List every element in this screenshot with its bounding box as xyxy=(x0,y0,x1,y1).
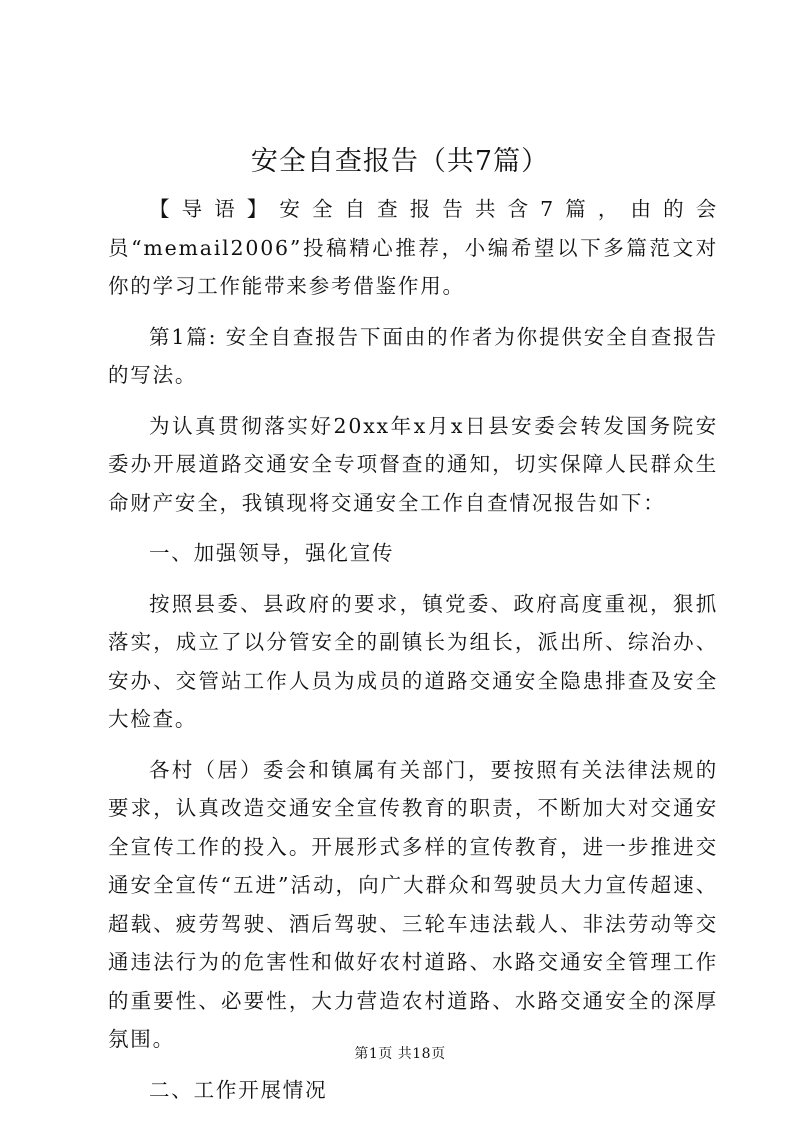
paragraph-purpose: 为认真贯彻落实好20xx年x月x日县安委会转发国务院安委办开展道路交通安全专项督查的通知，切实保障人民群众生命财产安全，我镇现将交通安全工作自查情况报告如下： xyxy=(108,413,718,515)
document-body xyxy=(108,190,718,1121)
section-heading-2: 二、工作开展情况 xyxy=(149,1077,328,1102)
paragraph-part-1: 第1篇: 安全自查报告下面由的作者为你提供安全自查报告的写法。 xyxy=(108,324,718,387)
page-footer: 第1页 共18页 xyxy=(354,1046,446,1062)
section-heading-1: 一、加强领导，强化宣传 xyxy=(149,541,395,565)
paragraph-leadership: 按照县委、县政府的要求，镇党委、政府高度重视，狠抓落实，成立了以分管安全的副镇长为组长，派出所、综治办、安办、交管站工作人员为成员的道路交通安全隐患排查及安全大检查。 xyxy=(108,591,718,731)
paragraph-publicity: 各村（居）委会和镇属有关部门，要按照有关法律法规的要求，认真改造交通安全宣传教育的职责，不断加大对交通安全宣传工作的投入。开展形式多样的宣传教育，进一步推进交通安全宣传“五进”活动，向广大群众和驾驶员大力宣传超速、超载、疲劳驾驶、酒后驾驶、三轮车违法载人、非法劳动等交通违法行为的危害性和做好农村道路、水路交通安全管理工作的重要性、必要性，大力营造农村道路、水路交通安全的深厚氛围。 xyxy=(108,757,718,1051)
document-title: 安全自查报告（共7篇） xyxy=(250,146,550,177)
paragraph-intro: 【导语】安全自查报告共含7篇，由的会员“memail2006”投稿精心推荐，小编希望以下多篇范文对你的学习工作能带来参考借鉴作用。 xyxy=(108,197,718,298)
